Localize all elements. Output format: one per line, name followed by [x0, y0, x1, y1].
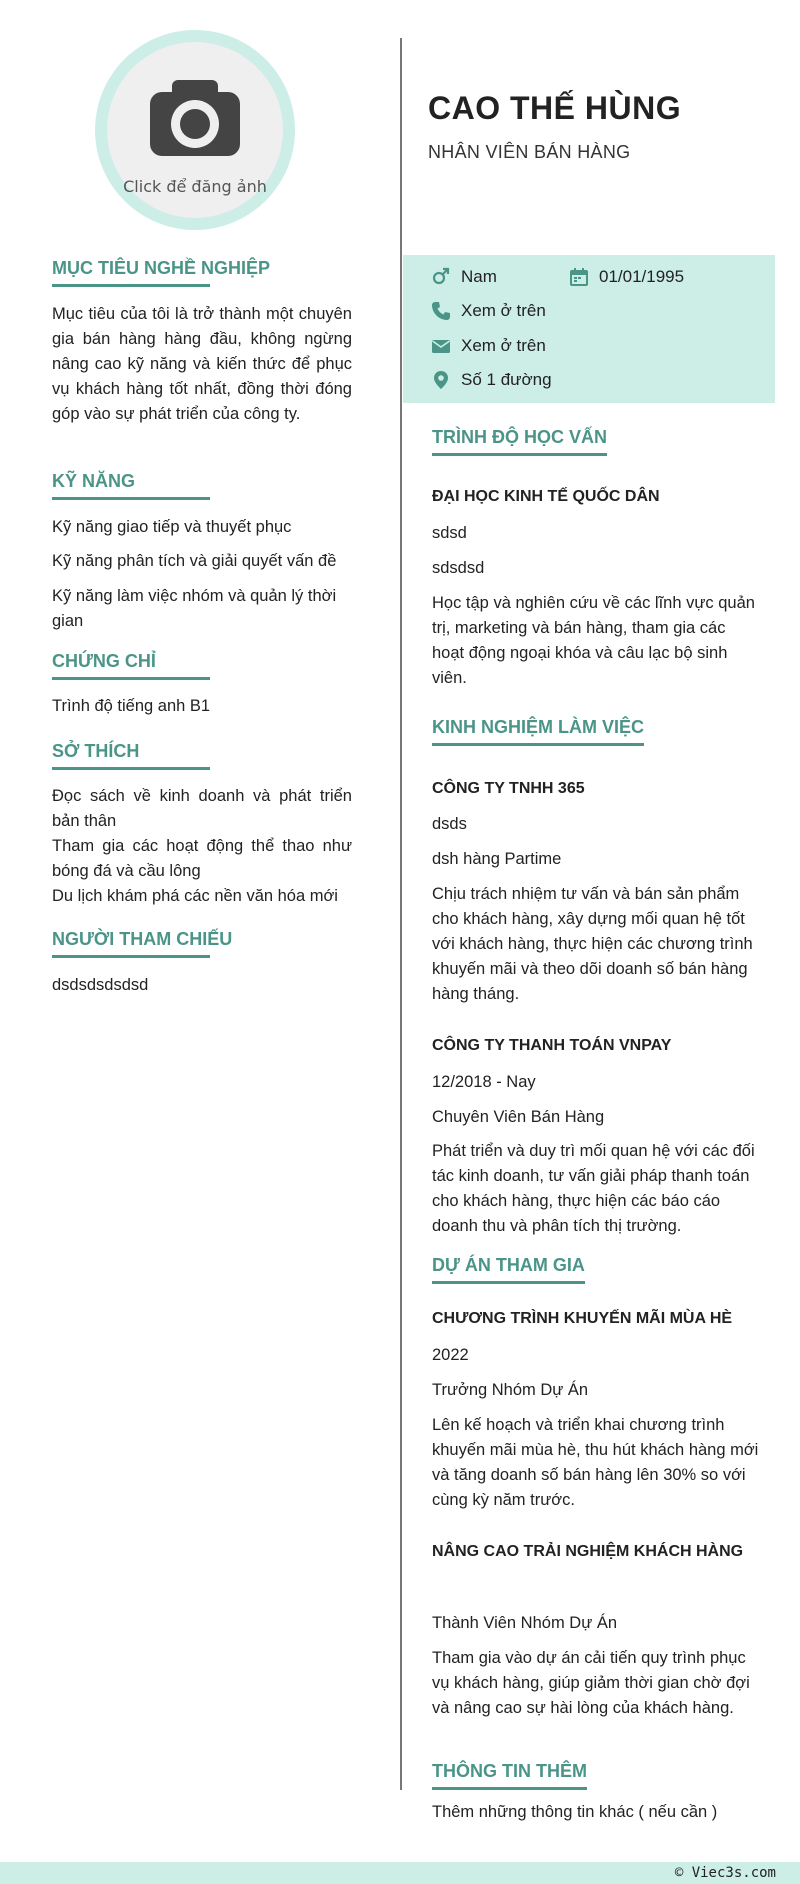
references-text[interactable]: dsdsdsdsdsd [52, 976, 149, 994]
birthday-value: 01/01/1995 [599, 267, 685, 286]
skills-heading: KỸ NĂNG [52, 471, 210, 500]
contact-birthday[interactable] [569, 267, 684, 287]
phone-value: Xem ở trên [461, 301, 546, 320]
project-desc[interactable]: Lên kế hoạch và triển khai chương trình khuyến mãi mùa hè, thu hút khách hàng mới và tăng doanh số bán hàng lên 30% so với cùng kỳ năm trước. [432, 1416, 759, 1509]
skill-item[interactable]: Kỹ năng giao tiếp và thuyết phục [52, 518, 292, 536]
hobbies-heading: SỞ THÍCH [52, 741, 210, 770]
education-school[interactable]: ĐẠI HỌC KINH TẾ QUỐC DÂN [432, 488, 660, 505]
job-time[interactable]: dsds [432, 815, 467, 833]
project-year[interactable] [432, 1576, 762, 1601]
job-company[interactable]: CÔNG TY THANH TOÁN VNPAY [432, 1037, 672, 1054]
column-divider [400, 38, 402, 1790]
footer [0, 1862, 800, 1884]
education-heading: TRÌNH ĐỘ HỌC VẤN [432, 427, 607, 456]
references-heading: NGƯỜI THAM CHIẾU [52, 929, 210, 958]
footer-credit: © Viec3s.com [674, 1865, 776, 1881]
experience-heading: KINH NGHIỆM LÀM VIỆC [432, 717, 644, 746]
education-desc[interactable]: Học tập và nghiên cứu về các lĩnh vực quản trị, marketing và bán hàng, tham gia các hoạt động ngoại khóa và câu lạc bộ sinh viên. [432, 594, 755, 687]
job-company[interactable]: CÔNG TY TNHH 365 [432, 780, 585, 797]
certificates-heading: CHỨNG CHỈ [52, 651, 210, 680]
education-line[interactable]: sdsdsd [432, 559, 485, 577]
education-line[interactable]: sdsd [432, 524, 467, 542]
calendar-icon [569, 267, 589, 287]
address-value: Số 1 đường [461, 370, 552, 389]
hobbies-text[interactable]: Đọc sách về kinh doanh và phát triển bản thân Tham gia các hoạt động thể thao như bóng đá và cầu lông Du lịch khám phá các nền văn hóa mới [52, 787, 352, 905]
email-icon [431, 336, 451, 356]
job-title[interactable]: dsh hàng Partime [432, 850, 562, 868]
certificate-item[interactable]: Trình độ tiếng anh B1 [52, 697, 211, 715]
profile-name[interactable]: CAO THẾ HÙNG [428, 90, 682, 126]
objective-heading: MỤC TIÊU NGHỀ NGHIỆP [52, 258, 210, 287]
avatar[interactable] [95, 30, 295, 230]
additional-text[interactable]: Thêm những thông tin khác ( nếu cần ) [432, 1803, 718, 1821]
email-value: Xem ở trên [461, 336, 546, 355]
contact-address[interactable] [431, 370, 552, 390]
contact-phone[interactable] [431, 301, 546, 321]
project-role[interactable]: Trưởng Nhóm Dự Án [432, 1381, 589, 1399]
job-desc[interactable]: Chịu trách nhiệm tư vấn và bán sản phẩm cho khách hàng, xây dựng mối quan hệ tốt với khách hàng, thực hiện các chương trình khuyến mãi và theo dõi doanh số bán hàng hàng tháng. [432, 885, 753, 1003]
phone-icon [431, 301, 451, 321]
objective-text[interactable]: Mục tiêu của tôi là trở thành một chuyên gia bán hàng hàng đầu, không ngừng nâng cao kỹ năng và kiến thức để phục vụ khách hàng tốt nhất, đồng thời đóng góp vào sự phát triển của công ty. [52, 305, 352, 423]
avatar-upload[interactable] [107, 42, 283, 218]
contact-email[interactable] [431, 336, 546, 356]
gender-value: Nam [461, 267, 497, 286]
job-title[interactable]: Chuyên Viên Bán Hàng [432, 1108, 605, 1126]
skill-item[interactable]: Kỹ năng làm việc nhóm và quản lý thời gian [52, 587, 337, 630]
contact-info [403, 255, 775, 403]
skill-item[interactable]: Kỹ năng phân tích và giải quyết vấn đề [52, 552, 337, 570]
job-desc[interactable]: Phát triển và duy trì mối quan hệ với các đối tác kinh doanh, tư vấn giải pháp thanh toán cho khách hàng, thực hiện các báo cáo doanh thu và phân tích thị trường. [432, 1142, 755, 1235]
project-role[interactable]: Thành Viên Nhóm Dự Án [432, 1614, 618, 1632]
gender-icon [431, 267, 451, 287]
camera-icon [150, 78, 240, 158]
project-name[interactable]: NÂNG CAO TRẢI NGHIỆM KHÁCH HÀNG [432, 1543, 744, 1560]
additional-heading: THÔNG TIN THÊM [432, 1761, 587, 1790]
projects-heading: DỰ ÁN THAM GIA [432, 1255, 585, 1284]
project-name[interactable]: CHƯƠNG TRÌNH KHUYẾN MÃI MÙA HÈ [432, 1310, 733, 1327]
job-time[interactable]: 12/2018 - Nay [432, 1073, 536, 1091]
avatar-caption: Click để đăng ảnh [123, 177, 267, 196]
contact-gender[interactable] [431, 267, 497, 287]
profile-role[interactable]: NHÂN VIÊN BÁN HÀNG [428, 142, 631, 162]
project-year[interactable]: 2022 [432, 1346, 469, 1364]
project-desc[interactable]: Tham gia vào dự án cải tiến quy trình phục vụ khách hàng, giúp giảm thời gian chờ đợi và nâng cao sự hài lòng của khách hàng. [432, 1649, 750, 1717]
location-pin-icon [431, 370, 451, 390]
